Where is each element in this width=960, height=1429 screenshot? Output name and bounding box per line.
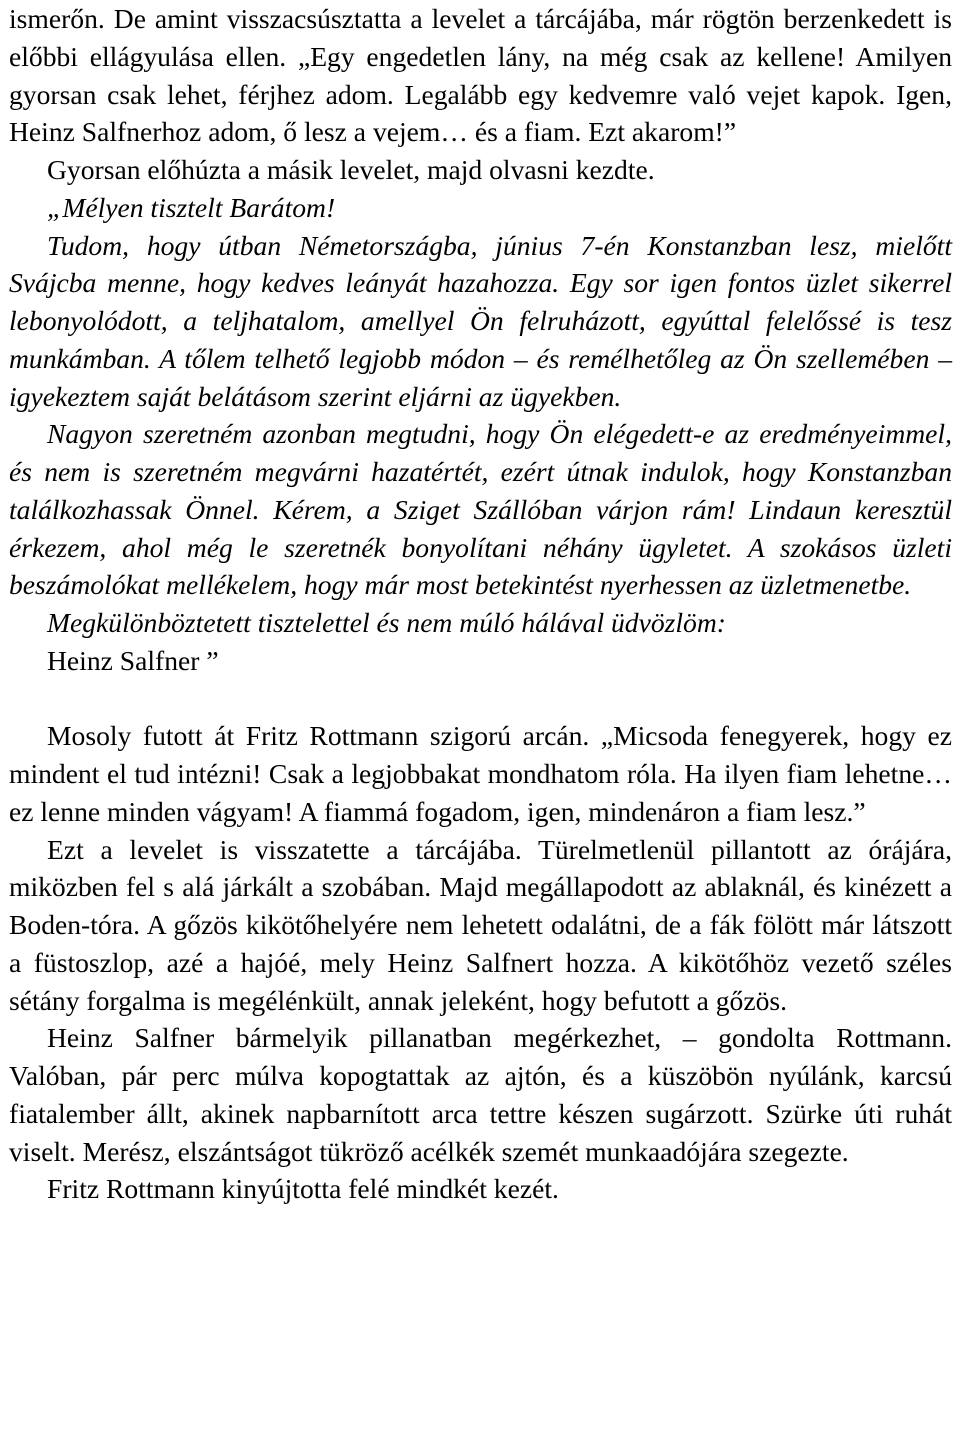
letter-signature: Heinz Salfner ” <box>47 644 219 676</box>
letter-body-paragraph: Tudom, hogy útban Németországba, június 7-én Konstanzban lesz, mielőtt Svájcba menne, hogy kedves leányát hazahozza. Egy sor igen fontos üzlet sikerrel lebonyolódott, a teljhatalom, amellyel Ön felruházott, egyúttal felelőssé is tesz munkámban. A tőlem telhető legjobb módon – és remélhetőleg az Ön szellemében – igyekeztem saját belátásom szerint eljárni az ügyekben. <box>9 229 952 412</box>
paragraph: Ezt a levelet is visszatette a tárcájába. Türelmetlenül pillantott az órájára, miközben fel s alá járkált a szobában. Majd megállapodott az ablaknál, és kinézett a Boden-tóra. A gőzös kikötőhelyére nem lehetett odalátni, de a fák fölött már látszott a füstoszlop, azé a hajóé, mely Heinz Salfnert hozza. A kikötőhöz vezető széles sétány forgalma is megélénkült, annak jeleként, hogy befutott a gőzös. <box>9 833 952 1016</box>
letter-body-paragraph: Nagyon szeretném azonban megtudni, hogy Ön elégedett-e az eredményeimmel, és nem is szeretném megvárni hazatértét, ezért útnak indulok, hogy Konstanzban találkozhassak Önnel. Kérem, a Sziget Szállóban várjon rám! Lindaun keresztül érkezem, ahol még le szeretnék bonyolítani néhány ügyletet. A szokásos üzleti beszámolókat mellékelem, hogy már most betekintést nyerhessen az üzletmenetbe. <box>9 418 952 601</box>
paragraph-continuation: ismerőn. De amint visszacsúsztatta a levelet a tárcájába, már rögtön berzenkedett is előbbi ellágyulása ellen. „Egy engedetlen lány, na még csak az kellene! Amilyen gyorsan csak lehet, férjhez adom. Legalább egy kedvemre való vejet kapok. Igen, Heinz Salfnerhoz adom, ő lesz a vejem… és a fiam. Ezt akarom!” <box>9 3 952 148</box>
paragraph: Heinz Salfner bármelyik pillanatban megérkezhet, – gondolta Rottmann. Valóban, pár perc múlva kopogtattak az ajtón, és a küszöbön nyúlánk, karcsú fiatalember állt, akinek napbarnított arca tettre készen sugárzott. Szürke úti ruhát viselt. Merész, elszántságot tükröző acélkék szemét munkaadójára szegezte. <box>9 1022 952 1167</box>
letter-closing: Megkülönböztetett tisztelettel és nem múló hálával üdvözlöm: <box>47 607 726 638</box>
paragraph-gap <box>9 680 952 718</box>
paragraph-intro-letter: Gyorsan előhúzta a másik levelet, majd olvasni kezdte. <box>47 154 655 185</box>
paragraph: Mosoly futott át Fritz Rottmann szigorú arcán. „Micsoda fenegyerek, hogy ez mindent el tud intézni! Csak a legjobbakat mondhatom róla. Ha ilyen fiam lehetne… ez lenne minden vágyam! A fiammá fogadom, igen, mindenáron a fiam lesz.” <box>9 720 952 827</box>
paragraph: Fritz Rottmann kinyújtotta felé mindkét kezét. <box>47 1173 559 1205</box>
letter-salutation: „Mélyen tisztelt Barátom! <box>47 191 336 223</box>
